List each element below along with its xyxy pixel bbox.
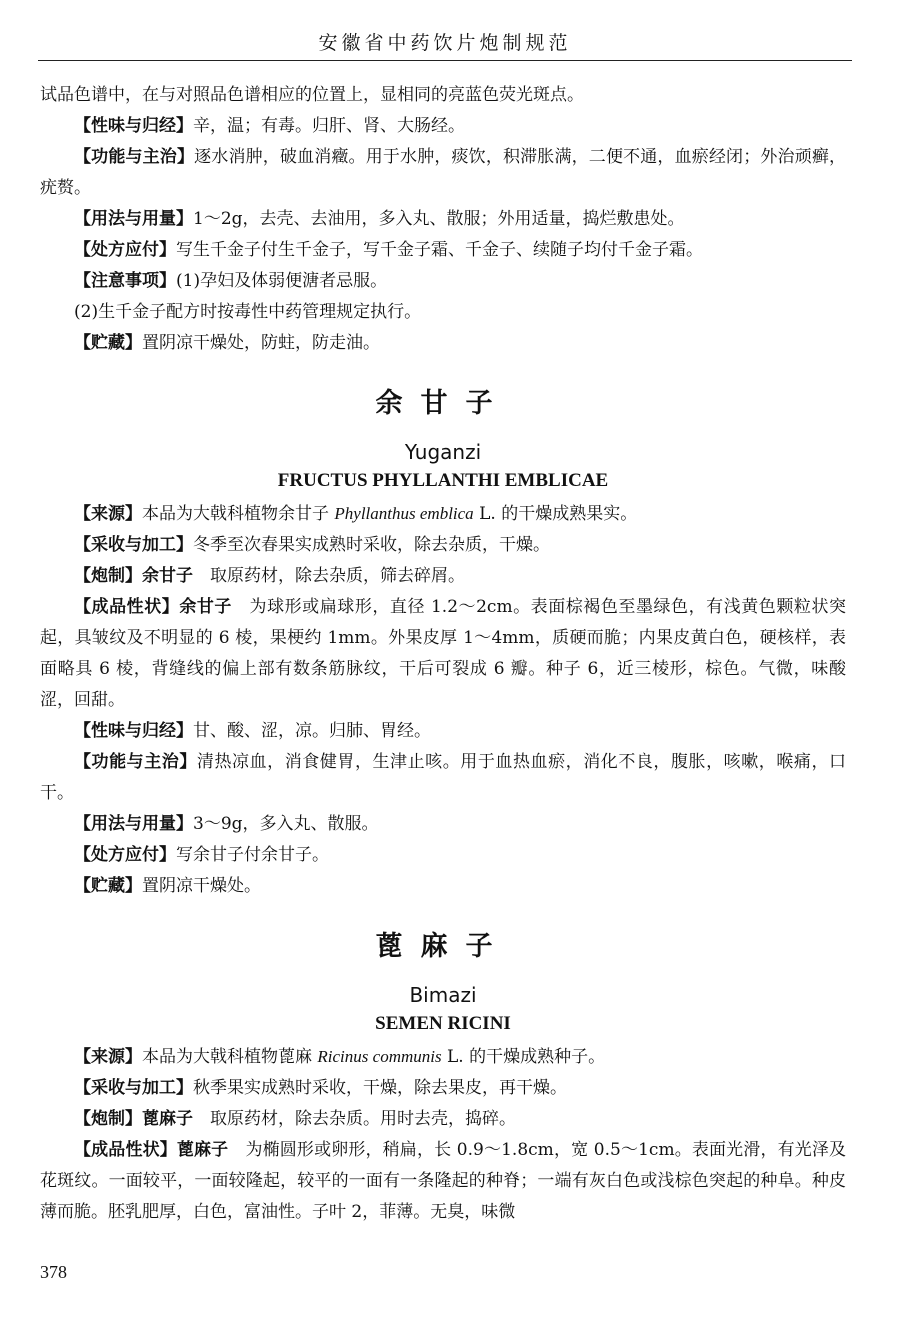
e2-caishou: 【采收与加工】秋季果实成熟时采收，干燥，除去果皮，再干燥。 [74, 1078, 567, 1098]
e1-yongfa: 【用法与用量】3～9g，多入丸、散服。 [74, 814, 379, 834]
e2-laiyuan: 【来源】本品为大戟科植物蓖麻 Ricinus communis L. 的干燥成熟种子。 [74, 1047, 606, 1067]
e1-xingzhuang: 【成品性状】余甘子 为球形或扁球形，直径 1.2～2cm。表面棕褐色至墨绿色，有浅黄色颗粒状突起，具皱纹及不明显的 6 棱，果梗约 1mm。外果皮厚 1～4mm，质硬而脆；内果皮黄白色，硬核样，表面略具 6 棱，背缝线的偏上部有数条筋脉纹，干后可裂成 6 瓣。种子 6，近三棱形，棕色。气微，味酸涩，回甜。 [40, 597, 847, 710]
prev-gongneng: 【功能与主治】逐水消肿，破血消癥。用于水肿，痰饮，积滞胀满，二便不通，血瘀经闭；外治顽癣，疣赘。 [40, 147, 847, 198]
e1-zhucang: 【贮藏】置阴凉干燥处。 [74, 876, 261, 896]
e1-paozhi: 【炮制】余甘子 取原药材，除去杂质，筛去碎屑。 [74, 566, 465, 586]
continued-paragraph: 试品色谱中，在与对照品色谱相应的位置上，显相同的亮蓝色荧光斑点。 [40, 85, 584, 105]
page-body [40, 80, 846, 1228]
prev-yongfa: 【用法与用量】1～2g，去壳、去油用，多入丸、散服；外用适量，捣烂敷患处。 [74, 209, 685, 229]
e1-gongneng: 【功能与主治】清热凉血，消食健胃，生津止咳。用于血热血瘀，消化不良，腹胀，咳嗽，喉痛，口干。 [40, 752, 847, 803]
entry-pinyin: Bimazi [409, 983, 477, 1007]
e1-laiyuan: 【来源】本品为大戟科植物余甘子 Phyllanthus emblica L. 的干燥成熟果实。 [74, 504, 638, 524]
entry-title: 蓖麻子 [375, 931, 511, 962]
prev-chufang: 【处方应付】写生千金子付生千金子，写千金子霜、千金子、续随子均付千金子霜。 [74, 240, 703, 260]
prev-xingwei: 【性味与归经】辛，温；有毒。归肝、肾、大肠经。 [74, 116, 465, 136]
prev-zhuyi-2: (2)生千金子配方时按毒性中药管理规定执行。 [74, 302, 422, 322]
e2-xingzhuang: 【成品性状】蓖麻子 为椭圆形或卵形，稍扁，长 0.9～1.8cm，宽 0.5～1cm。表面光滑，有光泽及花斑纹。一面较平，一面较隆起，较平的一面有一条隆起的种脊；一端有灰白色或浅棕色突起的种阜。种皮薄而脆。胚乳肥厚，白色，富油性。子叶 2，菲薄。无臭，味微 [40, 1140, 847, 1222]
e2-paozhi: 【炮制】蓖麻子 取原药材，除去杂质。用时去壳，捣碎。 [74, 1109, 516, 1129]
e1-caishou: 【采收与加工】冬季至次春果实成熟时采收，除去杂质，干燥。 [74, 535, 550, 555]
entry-pinyin: Yuganzi [404, 440, 482, 464]
e1-chufang: 【处方应付】写余甘子付余甘子。 [74, 845, 329, 865]
running-header: 安徽省中药饮片炮制规范 [318, 32, 572, 54]
entry-title: 余甘子 [375, 388, 511, 419]
entry-latin-name: SEMEN RICINI [375, 1013, 511, 1034]
header-rule [38, 60, 852, 61]
prev-zhucang: 【贮藏】置阴凉干燥处，防蛀，防走油。 [74, 333, 380, 353]
e1-xingwei: 【性味与归经】甘、酸、涩，凉。归肺、胃经。 [74, 721, 431, 741]
entry-latin-name: FRUCTUS PHYLLANTHI EMBLICAE [277, 470, 609, 491]
prev-zhuyi: 【注意事项】(1)孕妇及体弱便溏者忌服。 [74, 271, 388, 291]
page-number: 378 [40, 1262, 67, 1282]
